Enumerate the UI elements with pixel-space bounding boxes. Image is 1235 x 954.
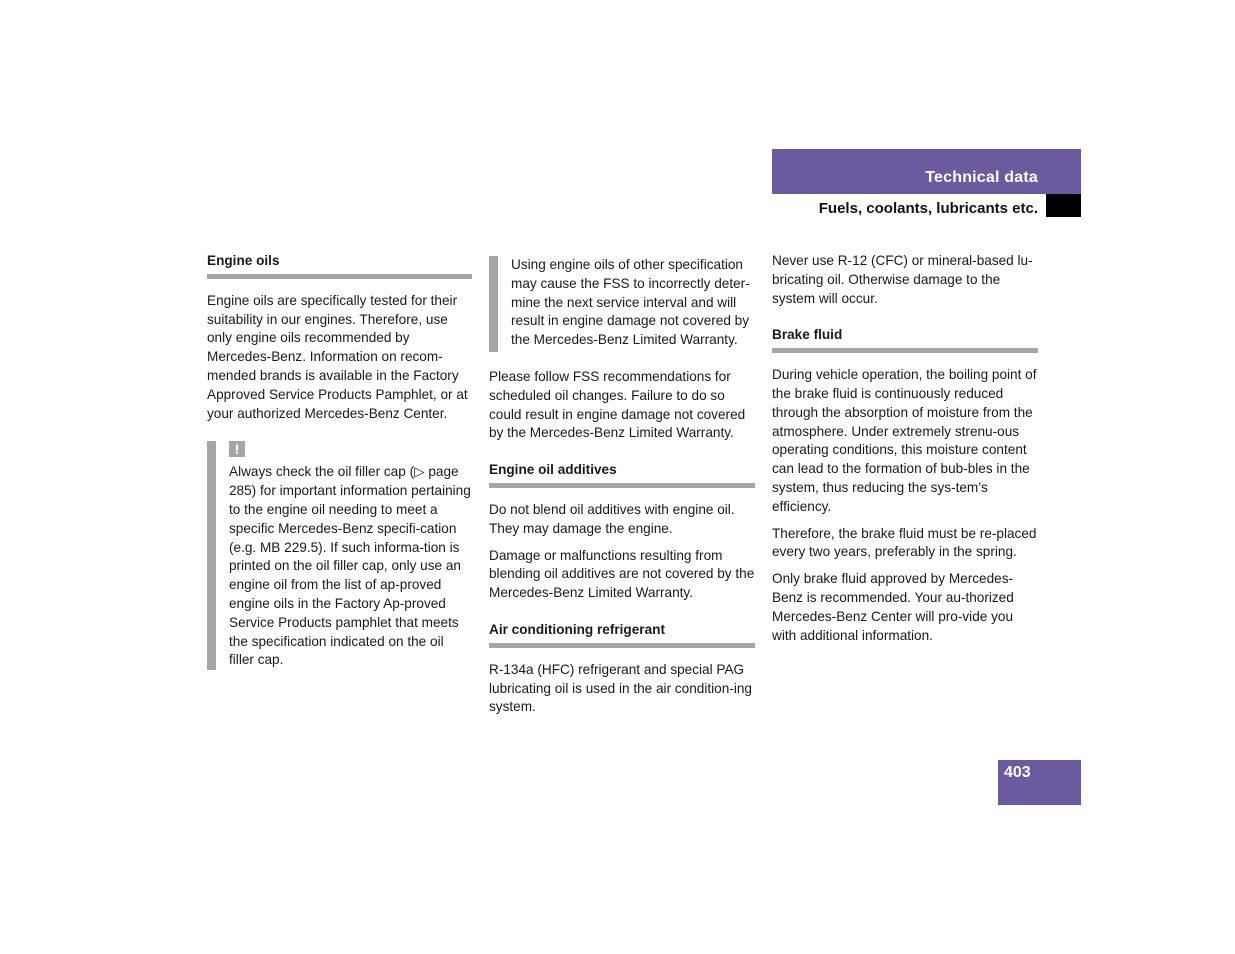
- brake-paragraph-2: Therefore, the brake fluid must be re-placed every two years, preferably in the spring.: [772, 525, 1037, 560]
- heading-engine-oils: Engine oils: [207, 252, 472, 279]
- warning-icon: !: [229, 441, 245, 457]
- page-number-box: [998, 760, 1081, 805]
- heading-air-conditioning-refrigerant: Air conditioning refrigerant: [489, 621, 755, 648]
- engine-oils-paragraph: Engine oils are specifically tested for their suitability in our engines. Therefore, use only engine oils recommended by Mercedes-Benz. Information on recom-mended brands is available in the Factory Approved Service Products Pamphlet, or at your authorized Mercedes-Benz Center.: [207, 292, 468, 421]
- section-title: Technical data: [925, 169, 1038, 186]
- heading-engine-oil-additives: Engine oil additives: [489, 461, 755, 488]
- fss-paragraph: Please follow FSS recommendations for scheduled oil changes. Failure to do so could result in engine damage not covered by the Mercedes-Benz Limited Warranty.: [489, 368, 746, 441]
- page-number: 403: [1004, 764, 1031, 781]
- heading-brake-fluid: Brake fluid: [772, 326, 1038, 353]
- section-header-tab: [772, 149, 1081, 194]
- additives-paragraph-2: Damage or malfunctions resulting from blending oil additives are not covered by the Mercedes-Benz Limited Warranty.: [489, 547, 755, 601]
- engine-oil-note-text: Always check the oil filler cap (▷ page 285) for important information pertaining to the engine oil needing to meet a specific Mercedes-Benz specifi-cation (e.g. MB 229.5). If such informa-tion is printed on the oil filler cap, only use an engine oil from the list of ap-proved engine oils in the Factory Ap-proved Service Products pamphlet that meets the specification indicated on the oil filler cap.: [229, 464, 471, 668]
- column-1: [207, 252, 472, 684]
- additives-paragraph-1: Do not blend oil additives with engine oil. They may damage the engine.: [489, 501, 735, 536]
- brake-paragraph-1: During vehicle operation, the boiling point of the brake fluid is continuously reduced through the absorption of moisture from the atmosphere. Under extremely strenu-ous operating conditions, this moisture content can lead to the formation of bub-bles in the system, thus reducing the sys-tem’s efficiency.: [772, 367, 1037, 514]
- fss-note: [489, 256, 755, 352]
- ac-paragraph: R-134a (HFC) refrigerant and special PAG lubricating oil is used in the air condition-ing system.: [489, 661, 752, 715]
- column-2: [489, 256, 755, 725]
- brake-paragraph-3: Only brake fluid approved by Mercedes-Benz is recommended. Your au-thorized Mercedes-Benz Center will pro-vide you with additional information.: [772, 571, 1014, 643]
- section-subtitle: Fuels, coolants, lubricants etc.: [818, 200, 1038, 217]
- fss-note-text: Using engine oils of other specification may cause the FSS to incorrectly deter-mine the next service interval and will result in engine damage not covered by the Mercedes-Benz Limited Warranty.: [511, 257, 750, 348]
- section-marker: [1046, 194, 1081, 217]
- engine-oil-note: [207, 441, 472, 670]
- column-3: [772, 252, 1038, 653]
- refrigerant-warning-paragraph: Never use R-12 (CFC) or mineral-based lu-bricating oil. Otherwise damage to the system will occur.: [772, 253, 1033, 306]
